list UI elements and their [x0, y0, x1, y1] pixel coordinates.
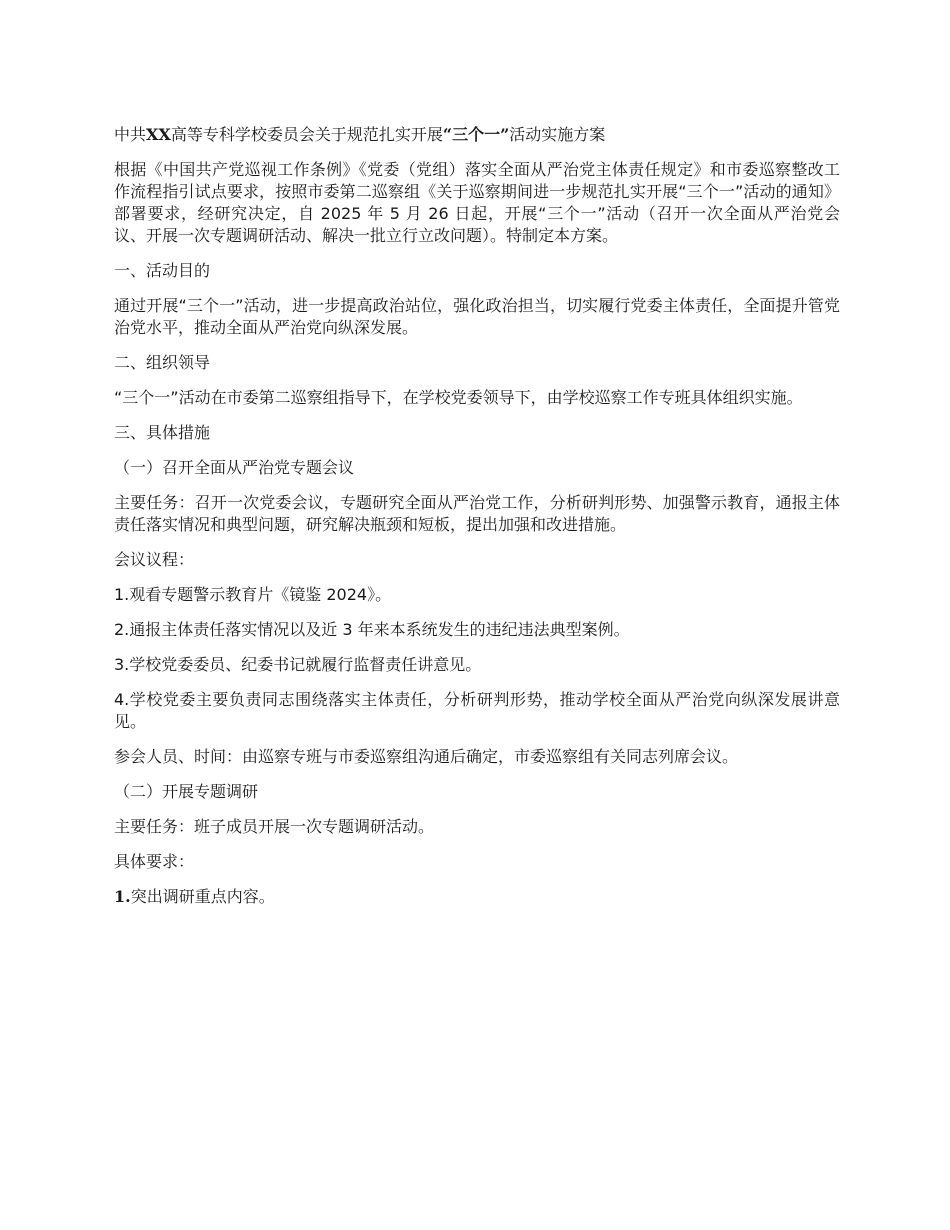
section-1-body: 通过开展“三个一”活动，进一步提高政治站位，强化政治担当，切实履行党委主体责任，全面提升管党治党水平，推动全面从严治党向纵深发展。	[114, 296, 840, 337]
agenda-item: 2.通报主体责任落实情况以及近 3 年来本系统发生的违纪违法典型案例。	[114, 620, 630, 639]
agenda-item: 4.学校党委主要负责同志围绕落实主体责任，分析研判形势，推动学校全面从严治党向纵深发展讲意见。	[114, 690, 840, 731]
document-title	[114, 124, 840, 146]
section-2-body: “三个一”活动在市委第二巡察组指导下，在学校党委领导下，由学校巡察工作专班具体组织实施。	[114, 388, 803, 407]
agenda-label: 会议议程：	[114, 550, 195, 569]
requirement-1-number: 1.	[114, 887, 131, 906]
title-prefix: 中共	[114, 125, 147, 144]
subsection-2-task: 主要任务：班子成员开展一次专题调研活动。	[114, 817, 435, 836]
attendees-paragraph: 参会人员、时间：由巡察专班与市委巡察组沟通后确定，市委巡察组有关同志列席会议。	[114, 747, 739, 766]
agenda-item: 3.学校党委委员、纪委书记就履行监督责任讲意见。	[114, 655, 482, 674]
requirement-1-text: 突出调研重点内容。	[130, 887, 275, 906]
subsection-1-task: 主要任务：召开一次党委会议，专题研究全面从严治党工作，分析研判形势、加强警示教育，通报主体责任落实情况和典型问题，研究解决瓶颈和短板，提出加强和改进措施。	[114, 493, 840, 534]
title-quote: “三个一”	[442, 125, 510, 144]
agenda-item: 1.观看专题警示教育片《镜鉴 2024》。	[114, 585, 392, 604]
document-page	[114, 124, 840, 921]
title-middle: 高等专科学校委员会关于规范扎实开展	[170, 125, 443, 144]
section-3-heading: 三、具体措施	[114, 423, 211, 442]
requirement-1	[114, 886, 840, 908]
subsection-2-heading: （二）开展专题调研	[114, 782, 259, 801]
subsection-1-heading: （一）召开全面从严治党专题会议	[114, 458, 355, 477]
section-1-heading: 一、活动目的	[114, 261, 211, 280]
section-2-heading: 二、组织领导	[114, 353, 211, 372]
requirements-label: 具体要求：	[114, 852, 195, 871]
title-suffix: 活动实施方案	[509, 125, 606, 144]
intro-paragraph: 根据《中国共产党巡视工作条例》《党委（党组）落实全面从严治党主体责任规定》和市委巡察整改工作流程指引试点要求，按照市委第二巡察组《关于巡察期间进一步规范扎实开展“三个一”活动的通知》部署要求，经研究决定，自 2025 年 5 月 26 日起，开展“三个一”活动（召开一次全面从严治党会议、开展一次专题调研活动、解决一批立行立改问题）。特制定本方案。	[114, 160, 840, 245]
title-bold-xx: XX	[146, 125, 171, 144]
